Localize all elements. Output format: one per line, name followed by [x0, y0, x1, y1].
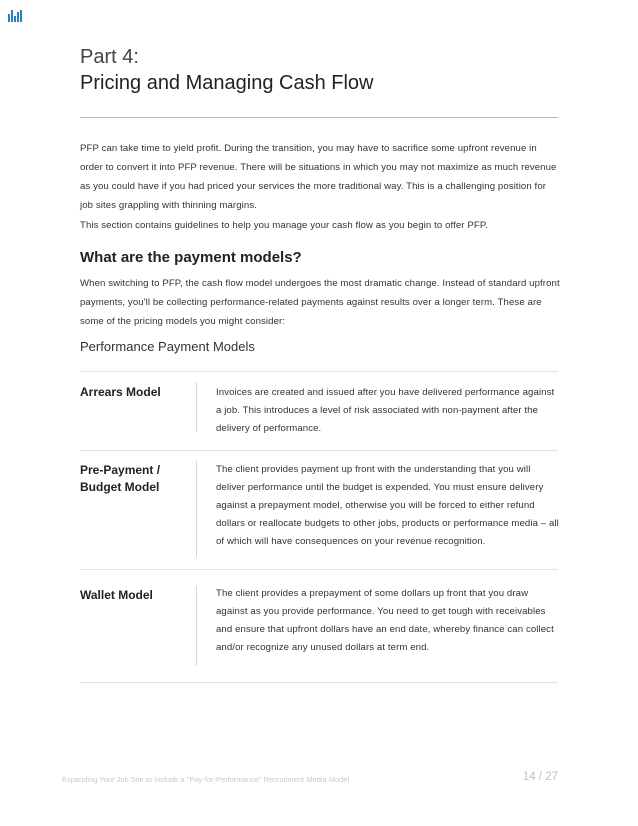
table-divider [80, 569, 558, 570]
model-description-prepayment: The client provides payment up front with the understanding that you will deliver performance until the budget is expended. You must ensure delivery against a prepayment model, otherwise you will be forced to either refund dollars or reallocate budgets to other jobs, products or performance media – all of which will have consequences on your revenue recognition. [216, 464, 559, 547]
column-divider [196, 586, 197, 666]
model-name-arrears: Arrears Model [80, 385, 161, 399]
column-divider [196, 461, 197, 557]
model-name-line: Pre-Payment / [80, 463, 161, 477]
page-title: Pricing and Managing Cash Flow [80, 72, 374, 94]
model-description-arrears: Invoices are created and issued after you have delivered performance against a job. This introduces a level of risk associated with non-payment after the delivery of performance. [216, 387, 555, 434]
model-name-line: Budget Model [80, 480, 160, 494]
logo-icon [8, 10, 22, 22]
page-separator: / [535, 771, 546, 783]
column-divider [196, 382, 197, 432]
part-label: Part 4: [80, 46, 139, 68]
table-divider [80, 682, 558, 683]
table-divider [80, 371, 558, 372]
footer-text: Expanding Your Job Site to Include a "Pay-for-Performance" Recruitment Media Model [62, 775, 350, 784]
page-number [523, 771, 558, 783]
model-name-wallet: Wallet Model [80, 588, 153, 602]
table-divider [80, 450, 558, 451]
intro-paragraph-2: This section contains guidelines to help you manage your cash flow as you begin to offer PFP. [80, 220, 488, 231]
section-body: When switching to PFP, the cash flow model undergoes the most dramatic change. Instead of standard upfront payments, you'll be collecting performance-related payments against results over a longer term. These are some of the pricing models you might consider: [80, 278, 560, 327]
page-total: 27 [545, 771, 558, 783]
model-name-prepayment [80, 462, 190, 496]
page-current: 14 [522, 771, 536, 783]
section-heading: What are the payment models? [80, 249, 302, 266]
intro-paragraph-1: PFP can take time to yield profit. During the transition, you may have to sacrifice some upfront revenue in order to convert it into PFP revenue. There will be situations in which you may not maximize as much revenue as you could have if you had priced your services the more traditional way. This is a challenging position for job sites grappling with thinning margins. [80, 143, 557, 211]
model-description-wallet: The client provides a prepayment of some dollars up front that you draw against as you provide performance. You need to get tough with receivables and ensure that upfront dollars have an end date, whereby finance can collect and/or recognize any unused dollars at term end. [216, 588, 554, 653]
title-divider [80, 117, 558, 118]
table-title: Performance Payment Models [80, 339, 255, 354]
